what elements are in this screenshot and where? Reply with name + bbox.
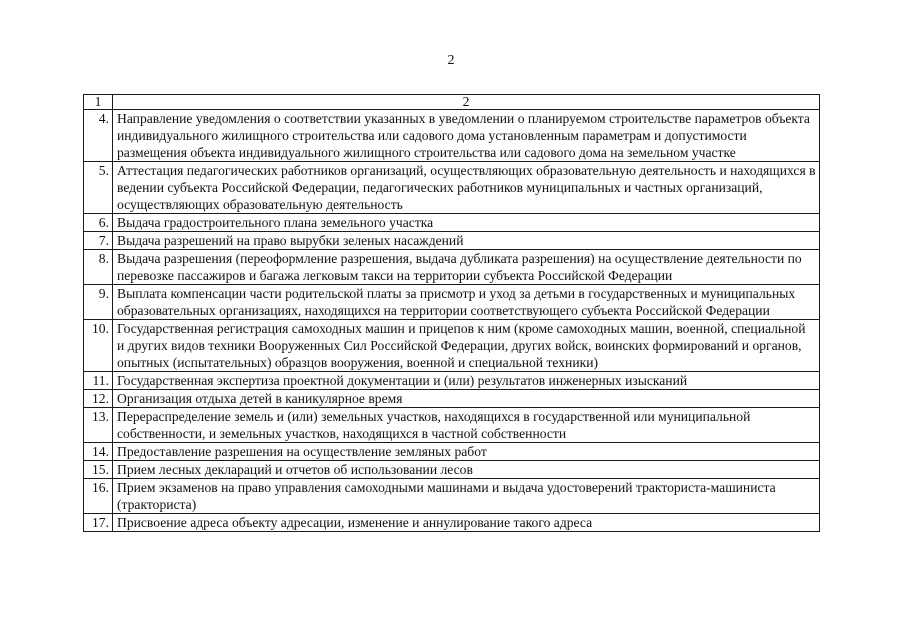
table-row [84,514,820,532]
service-name: Выплата компенсации части родительской платы за присмотр и уход за детьми в государственных и муниципальных образовательных организациях, находящихся на территории соответствующего субъекта Российской Федерации [113,285,820,320]
row-number: 7. [84,232,113,250]
row-number: 11. [84,372,113,390]
service-name: Прием лесных деклараций и отчетов об использовании лесов [113,461,820,479]
row-number: 5. [84,162,113,214]
table-row [84,214,820,232]
row-number: 14. [84,443,113,461]
service-name: Направление уведомления о соответствии указанных в уведомлении о планируемом строительстве параметров объекта индивидуального жилищного строительства или садового дома установленным параметрам и допустимости размещения объекта индивидуального жилищного строительства или садового дома на земельном участке [113,110,820,162]
service-name: Выдача разрешений на право вырубки зеленых насаждений [113,232,820,250]
service-name: Прием экзаменов на право управления самоходными машинами и выдача удостоверений тракториста-машиниста (тракториста) [113,479,820,514]
page-number: 2 [447,53,455,68]
row-number: 12. [84,390,113,408]
service-name: Государственная экспертиза проектной документации и (или) результатов инженерных изысканий [113,372,820,390]
header-cell-service: 2 [113,95,820,110]
row-number: 10. [84,320,113,372]
service-name: Государственная регистрация самоходных машин и прицепов к ним (кроме самоходных машин, военной, специальной и других видов техники Вооруженных Сил Российской Федерации, других войск, воинских формирований и органов, опытных (испытательных) образцов вооружения, военной и специальной техники) [113,320,820,372]
row-number: 15. [84,461,113,479]
service-name: Присвоение адреса объекту адресации, изменение и аннулирование такого адреса [113,514,820,532]
row-number: 6. [84,214,113,232]
header-cell-number: 1 [84,95,113,110]
table-row [84,461,820,479]
table-row [84,320,820,372]
service-name: Выдача градостроительного плана земельного участка [113,214,820,232]
table-row [84,250,820,285]
row-number: 13. [84,408,113,443]
table-row [84,479,820,514]
services-table [83,94,820,532]
table-row [84,285,820,320]
row-number: 9. [84,285,113,320]
table-row [84,390,820,408]
table-row [84,110,820,162]
table-row [84,372,820,390]
table-row [84,443,820,461]
service-name: Аттестация педагогических работников организаций, осуществляющих образовательную деятельность и находящихся в ведении субъекта Российской Федерации, педагогических работников муниципальных и частных организаций, осуществляющих образовательную деятельность [113,162,820,214]
table-row [84,162,820,214]
service-name: Перераспределение земель и (или) земельных участков, находящихся в государственной или муниципальной собственности, и земельных участков, находящихся в частной собственности [113,408,820,443]
service-name: Организация отдыха детей в каникулярное время [113,390,820,408]
table-row [84,408,820,443]
service-name: Предоставление разрешения на осуществление земляных работ [113,443,820,461]
table-header-row [84,95,820,110]
row-number: 16. [84,479,113,514]
row-number: 4. [84,110,113,162]
row-number: 8. [84,250,113,285]
row-number: 17. [84,514,113,532]
service-name: Выдача разрешения (переоформление разрешения, выдача дубликата разрешения) на осуществление деятельности по перевозке пассажиров и багажа легковым такси на территории субъекта Российской Федерации [113,250,820,285]
table-row [84,232,820,250]
